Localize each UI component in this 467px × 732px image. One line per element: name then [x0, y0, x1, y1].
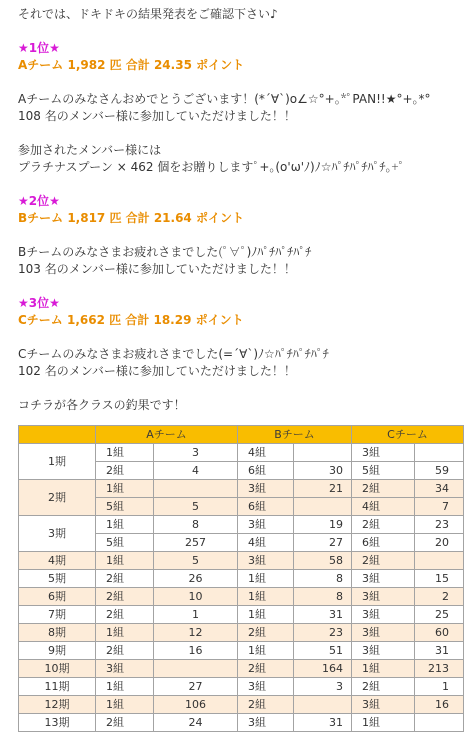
team-b-count: 58 [294, 552, 352, 570]
team-a-group: 2組 [96, 588, 154, 606]
team-c-group: 2組 [352, 678, 415, 696]
team-c-group: 3組 [352, 588, 415, 606]
period-cell: 2期 [19, 480, 96, 516]
rank-1-message: Aチームのみなさんおめでとうございます！(*´∀`)o∠☆°+｡*ﾟPAN!!★°+｡*° [18, 92, 431, 106]
table-body [19, 444, 464, 732]
team-b-count: 27 [294, 534, 352, 552]
team-b-group: 1組 [238, 642, 294, 660]
team-b-count [294, 444, 352, 462]
team-a-count: 24 [154, 714, 238, 732]
rank-1-title: ★1位★ [18, 41, 60, 55]
team-b-group: 2組 [238, 624, 294, 642]
team-b-count: 21 [294, 480, 352, 498]
team-a-count: 257 [154, 534, 238, 552]
team-b-count: 23 [294, 624, 352, 642]
team-a-group: 1組 [96, 516, 154, 534]
team-a-group: 1組 [96, 480, 154, 498]
table-row [19, 678, 464, 696]
team-c-group: 3組 [352, 642, 415, 660]
team-b-group: 2組 [238, 660, 294, 678]
team-c-count [415, 552, 464, 570]
rank-2-summary: Bチーム 1,817 匹 合計 21.64 ポイント [18, 211, 244, 225]
team-c-count: 1 [415, 678, 464, 696]
team-b-group: 1組 [238, 606, 294, 624]
rank-1-gift-intro: 参加されたメンバー様には [18, 143, 162, 157]
team-a-count: 10 [154, 588, 238, 606]
team-c-count: 7 [415, 498, 464, 516]
rank-3-message: Cチームのみなさまお疲れさまでした(=´∀`)ﾉ☆ﾊﾟﾁﾊﾟﾁﾊﾟﾁ [18, 347, 329, 361]
team-c-count: 16 [415, 696, 464, 714]
rank-3-title: ★3位★ [18, 296, 60, 310]
header-team-a: Aチーム [96, 426, 238, 444]
team-a-count: 5 [154, 552, 238, 570]
team-c-count: 60 [415, 624, 464, 642]
team-b-group: 2組 [238, 696, 294, 714]
team-a-count: 5 [154, 498, 238, 516]
team-b-group: 6組 [238, 462, 294, 480]
table-row [19, 480, 464, 498]
team-a-group: 1組 [96, 444, 154, 462]
team-b-count [294, 498, 352, 516]
table-row [19, 444, 464, 462]
rank-1-members: 108 名のメンバー様に参加していただけました！！ [18, 109, 296, 123]
team-a-group: 2組 [96, 570, 154, 588]
team-a-count: 8 [154, 516, 238, 534]
team-a-group: 2組 [96, 714, 154, 732]
team-c-count: 20 [415, 534, 464, 552]
team-a-group: 5組 [96, 534, 154, 552]
table-header-row [19, 426, 464, 444]
team-c-group: 1組 [352, 660, 415, 678]
team-b-group: 4組 [238, 534, 294, 552]
team-b-count: 19 [294, 516, 352, 534]
period-cell: 10期 [19, 660, 96, 678]
team-c-count: 31 [415, 642, 464, 660]
table-row [19, 714, 464, 732]
team-b-count: 51 [294, 642, 352, 660]
table-row [19, 660, 464, 678]
team-c-count: 25 [415, 606, 464, 624]
team-a-group: 2組 [96, 462, 154, 480]
team-b-group: 3組 [238, 480, 294, 498]
team-a-count: 3 [154, 444, 238, 462]
rank-2-members: 103 名のメンバー様に参加していただけました！！ [18, 262, 296, 276]
period-cell: 9期 [19, 642, 96, 660]
team-c-group: 2組 [352, 552, 415, 570]
team-c-group: 6組 [352, 534, 415, 552]
rank-2-message: Bチームのみなさまお疲れさまでした(ﾟ∀ﾟ)ﾉﾊﾟﾁﾊﾟﾁﾊﾟﾁ [18, 245, 312, 259]
header-team-c: Cチーム [352, 426, 464, 444]
team-a-group: 1組 [96, 552, 154, 570]
team-a-count: 12 [154, 624, 238, 642]
table-row [19, 606, 464, 624]
team-a-count [154, 480, 238, 498]
table-row [19, 624, 464, 642]
rank-1-summary: Aチーム 1,982 匹 合計 24.35 ポイント [18, 58, 245, 72]
period-cell: 3期 [19, 516, 96, 552]
team-b-group: 3組 [238, 714, 294, 732]
team-c-group: 4組 [352, 498, 415, 516]
team-c-count: 15 [415, 570, 464, 588]
team-c-group: 2組 [352, 480, 415, 498]
team-b-group: 3組 [238, 552, 294, 570]
team-c-count: 213 [415, 660, 464, 678]
period-cell: 4期 [19, 552, 96, 570]
team-b-count: 8 [294, 588, 352, 606]
team-b-count: 3 [294, 678, 352, 696]
team-c-group: 3組 [352, 696, 415, 714]
table-row [19, 570, 464, 588]
team-a-count: 1 [154, 606, 238, 624]
team-b-group: 6組 [238, 498, 294, 516]
team-c-count: 59 [415, 462, 464, 480]
team-c-group: 3組 [352, 444, 415, 462]
team-a-count: 16 [154, 642, 238, 660]
team-c-count [415, 444, 464, 462]
team-a-count: 26 [154, 570, 238, 588]
period-cell: 11期 [19, 678, 96, 696]
table-row [19, 516, 464, 534]
period-cell: 6期 [19, 588, 96, 606]
intro-text: それでは、ドキドキの結果発表をご確認下さい♪ [18, 7, 278, 21]
team-c-group: 1組 [352, 714, 415, 732]
period-cell: 1期 [19, 444, 96, 480]
team-a-group: 1組 [96, 624, 154, 642]
team-c-count: 2 [415, 588, 464, 606]
team-a-group: 2組 [96, 642, 154, 660]
team-a-group: 2組 [96, 606, 154, 624]
team-c-group: 3組 [352, 570, 415, 588]
period-cell: 7期 [19, 606, 96, 624]
team-c-group: 3組 [352, 624, 415, 642]
header-team-b: Bチーム [238, 426, 352, 444]
team-c-group: 3組 [352, 606, 415, 624]
team-b-group: 1組 [238, 570, 294, 588]
team-c-count: 23 [415, 516, 464, 534]
team-a-count [154, 660, 238, 678]
period-cell: 5期 [19, 570, 96, 588]
team-c-count [415, 714, 464, 732]
team-c-count: 34 [415, 480, 464, 498]
team-c-group: 2組 [352, 516, 415, 534]
table-row [19, 696, 464, 714]
team-b-count: 31 [294, 714, 352, 732]
rank-3-members: 102 名のメンバー様に参加していただけました！！ [18, 364, 296, 378]
rank-3-summary: Cチーム 1,662 匹 合計 18.29 ポイント [18, 313, 244, 327]
period-cell: 12期 [19, 696, 96, 714]
table-intro: コチラが各クラスの釣果です！ [18, 398, 186, 412]
team-b-group: 1組 [238, 588, 294, 606]
rank-2-title: ★2位★ [18, 194, 60, 208]
period-cell: 8期 [19, 624, 96, 642]
team-b-group: 3組 [238, 516, 294, 534]
results-table [18, 425, 464, 732]
period-cell: 13期 [19, 714, 96, 732]
team-a-group: 1組 [96, 696, 154, 714]
table-row [19, 642, 464, 660]
team-a-group: 3組 [96, 660, 154, 678]
team-a-count: 27 [154, 678, 238, 696]
team-c-group: 5組 [352, 462, 415, 480]
team-b-count: 164 [294, 660, 352, 678]
header-period [19, 426, 96, 444]
team-b-count: 8 [294, 570, 352, 588]
team-b-group: 3組 [238, 678, 294, 696]
team-a-count: 106 [154, 696, 238, 714]
team-a-group: 1組 [96, 678, 154, 696]
team-b-count [294, 696, 352, 714]
table-row [19, 588, 464, 606]
team-b-count: 31 [294, 606, 352, 624]
rank-1-gift: プラチナスプーン × 462 個をお贈りしますﾟ+｡(o'ω'ﾉ)ﾉ☆ﾊﾟﾁﾊﾟﾁﾊﾟﾁ｡+ﾟ [18, 160, 405, 174]
team-b-group: 4組 [238, 444, 294, 462]
team-a-group: 5組 [96, 498, 154, 516]
table-row [19, 552, 464, 570]
team-b-count: 30 [294, 462, 352, 480]
team-a-count: 4 [154, 462, 238, 480]
